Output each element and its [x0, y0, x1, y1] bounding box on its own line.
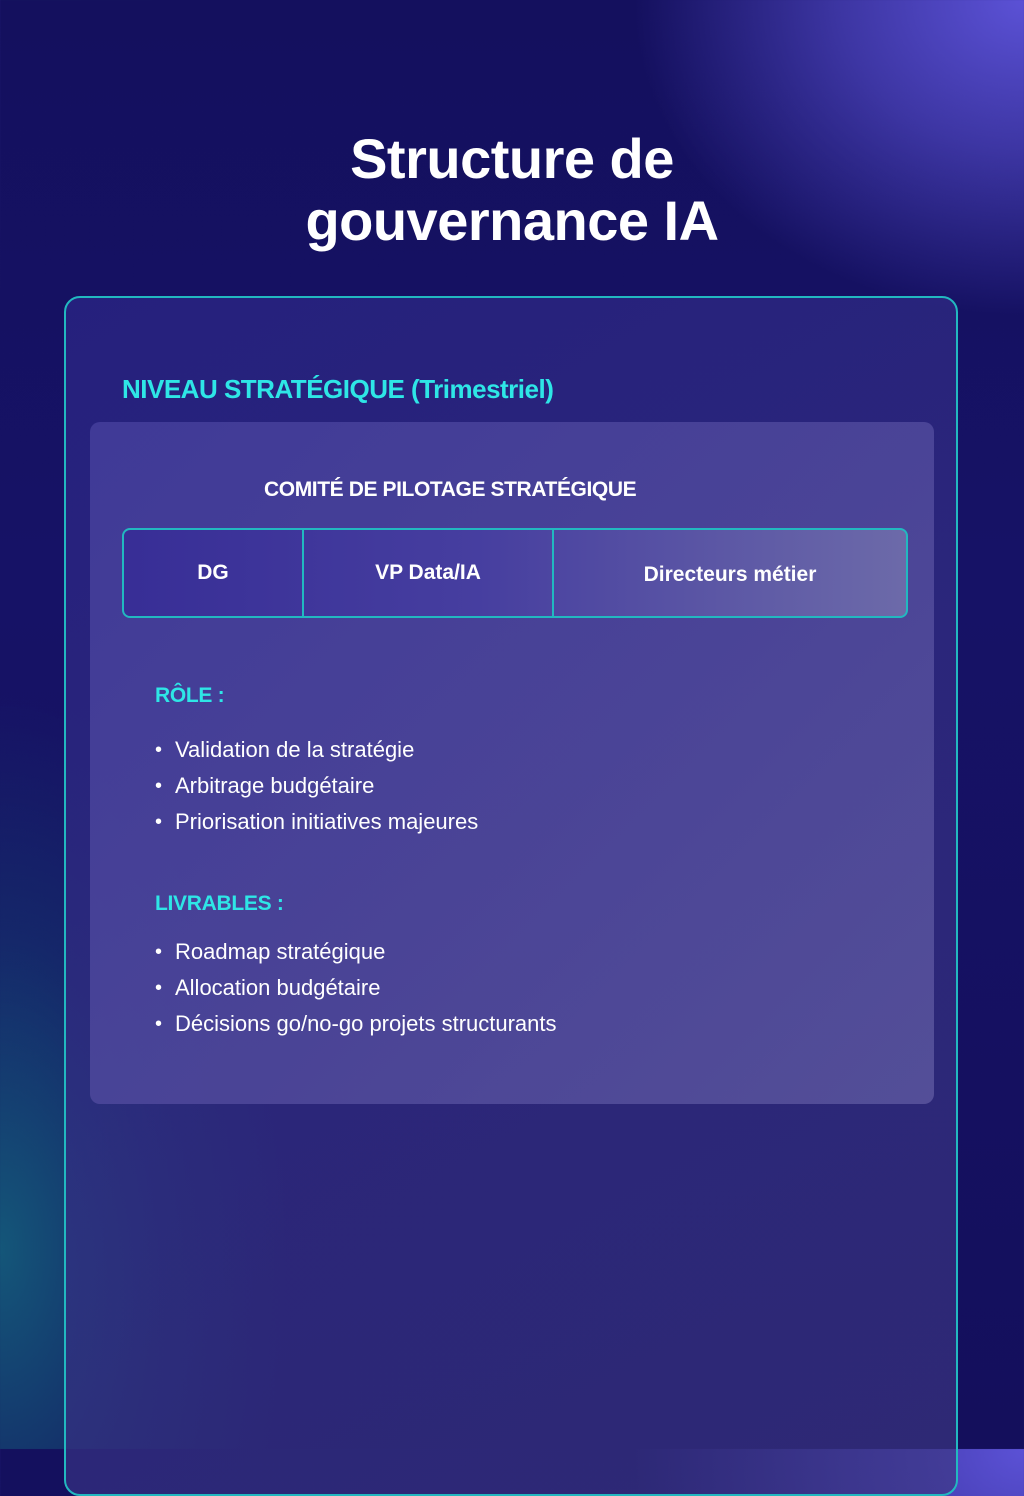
list-item [155, 934, 557, 970]
list-item-text: Arbitrage budgétaire [175, 773, 375, 798]
list-item [155, 970, 557, 1006]
bullet-icon: • [155, 739, 163, 761]
bullet-icon: • [155, 977, 163, 999]
list-item-text: Décisions go/no-go projets structurants [175, 1011, 557, 1036]
strategic-level-card [64, 296, 958, 1496]
list-item-text: Priorisation initiatives majeures [175, 809, 479, 834]
level-heading: NIVEAU STRATÉGIQUE (Trimestriel) [122, 374, 554, 404]
page-title [0, 128, 1024, 252]
bullet-icon: • [155, 775, 163, 797]
list-item-text: Allocation budgétaire [175, 975, 381, 1000]
committee-title: COMITÉ DE PILOTAGE STRATÉGIQUE [264, 478, 637, 501]
page-title-line-2: gouvernance IA [305, 189, 719, 252]
deliverables-list [155, 934, 557, 1042]
member-directeurs-metier: Directeurs métier [552, 530, 906, 616]
page-title-line-1: Structure de [350, 127, 674, 190]
list-item [155, 1006, 557, 1042]
committee-panel [90, 422, 934, 1104]
deliverables-label: LIVRABLES : [155, 892, 284, 915]
list-item [155, 768, 478, 804]
list-item-text: Roadmap stratégique [175, 939, 386, 964]
role-list [155, 732, 478, 840]
list-item [155, 732, 478, 768]
role-label: RÔLE : [155, 684, 225, 707]
member-dg: DG [197, 561, 229, 584]
bullet-icon: • [155, 811, 163, 833]
bullet-icon: • [155, 941, 163, 963]
bullet-icon: • [155, 1013, 163, 1035]
committee-members [122, 528, 908, 618]
list-item [155, 804, 478, 840]
member-vp-data-ia: VP Data/IA [302, 530, 552, 616]
list-item-text: Validation de la stratégie [175, 737, 415, 762]
